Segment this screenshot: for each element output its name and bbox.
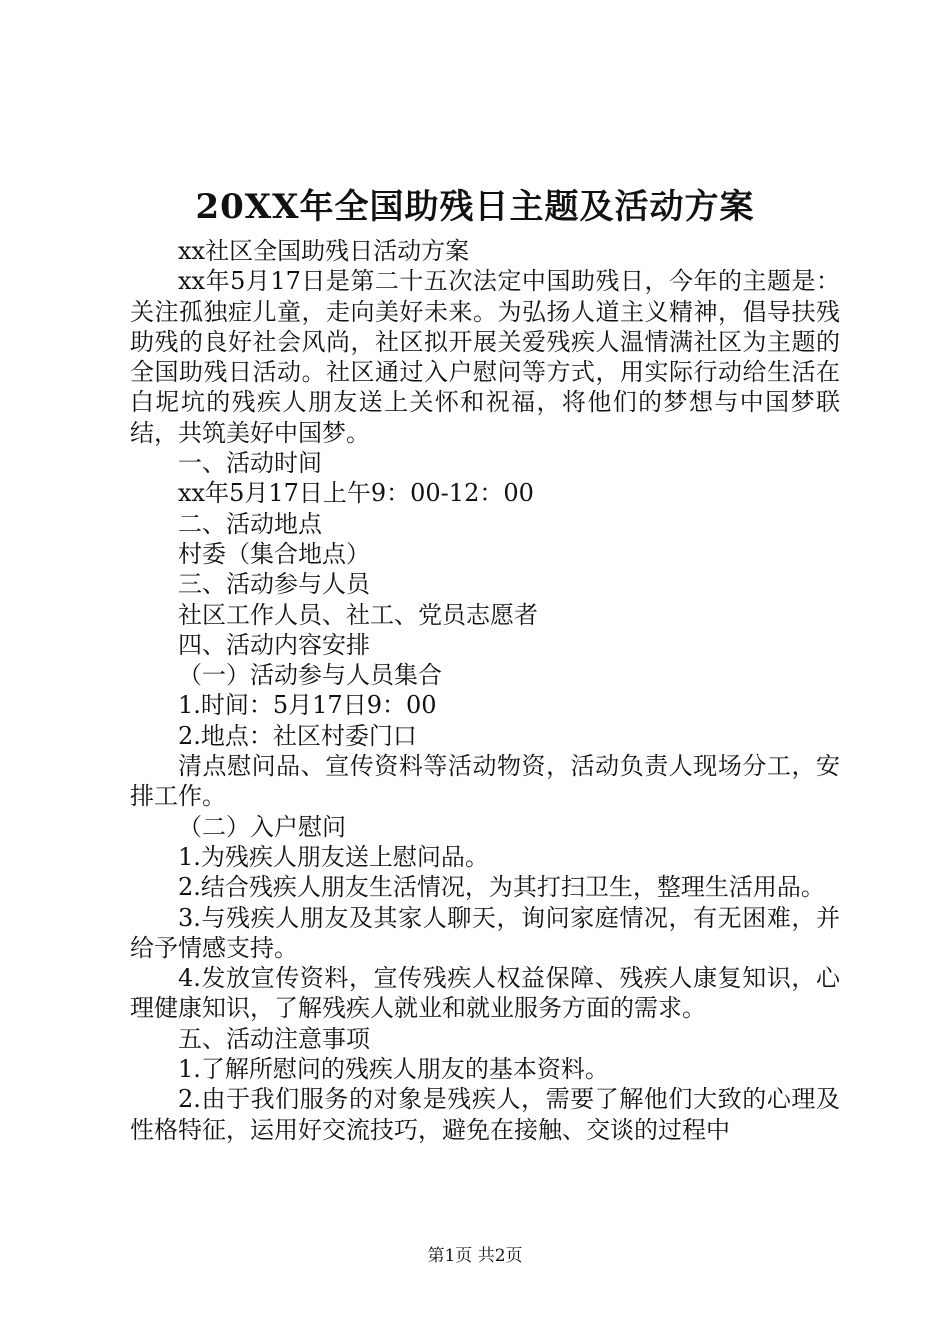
section-heading-content: 四、活动内容安排 (178, 630, 370, 659)
list-item: 1.了解所慰问的残疾人朋友的基本资料。 (178, 1055, 609, 1084)
paragraph-location: 村委（集合地点） (178, 539, 370, 568)
subsection-heading-gathering: （一）活动参与人员集合 (178, 661, 442, 690)
document-title: 20XX年全国助残日主题及活动方案 (195, 187, 755, 227)
list-item: 1.时间：5月17日9：00 (178, 691, 437, 720)
list-item: 2.地点：社区村委门口 (178, 721, 417, 750)
paragraph-participants: 社区工作人员、社工、党员志愿者 (178, 600, 538, 629)
section-heading-participants: 三、活动参与人员 (178, 570, 370, 599)
list-item: 4.发放宣传资料，宣传残疾人权益保障、残疾人康复知识，心理健康知识，了解残疾人就业和就业服务方面的需求。 (130, 964, 840, 1023)
section-heading-location: 二、活动地点 (178, 509, 322, 538)
paragraph-time: xx年5月17日上午9：00-12：00 (178, 479, 534, 508)
list-item: 2.由于我们服务的对象是残疾人，需要了解他们大致的心理及性格特征，运用好交流技巧，避免在接触、交谈的过程中 (130, 1085, 840, 1144)
subsection-heading-visit: （二）入户慰问 (178, 812, 346, 841)
list-item: 2.结合残疾人朋友生活情况，为其打扫卫生，整理生活用品。 (178, 873, 825, 902)
page-footer: 第1页 共2页 (427, 1246, 523, 1266)
list-item: 3.与残疾人朋友及其家人聊天，询问家庭情况，有无困难，并给予情感支持。 (130, 903, 840, 962)
paragraph-intro: xx年5月17日是第二十五次法定中国助残日，今年的主题是：关注孤独症儿童，走向美好未来。为弘扬人道主义精神，倡导扶残助残的良好社会风尚，社区拟开展关爱残疾人温情满社区为主题的全国助残日活动。社区通过入户慰问等方式，用实际行动给生活在白坭坑的残疾人朋友送上关怀和祝福，将他们的梦想与中国梦联结，共筑美好中国梦。 (130, 267, 840, 447)
section-heading-time: 一、活动时间 (178, 449, 322, 478)
list-item: 1.为残疾人朋友送上慰问品。 (178, 842, 489, 871)
document-body (130, 236, 840, 1145)
section-heading-notes: 五、活动注意事项 (178, 1024, 370, 1053)
paragraph-heading: xx社区全国助残日活动方案 (178, 237, 470, 265)
paragraph-preparation: 清点慰问品、宣传资料等活动物资，活动负责人现场分工，安排工作。 (130, 752, 840, 811)
